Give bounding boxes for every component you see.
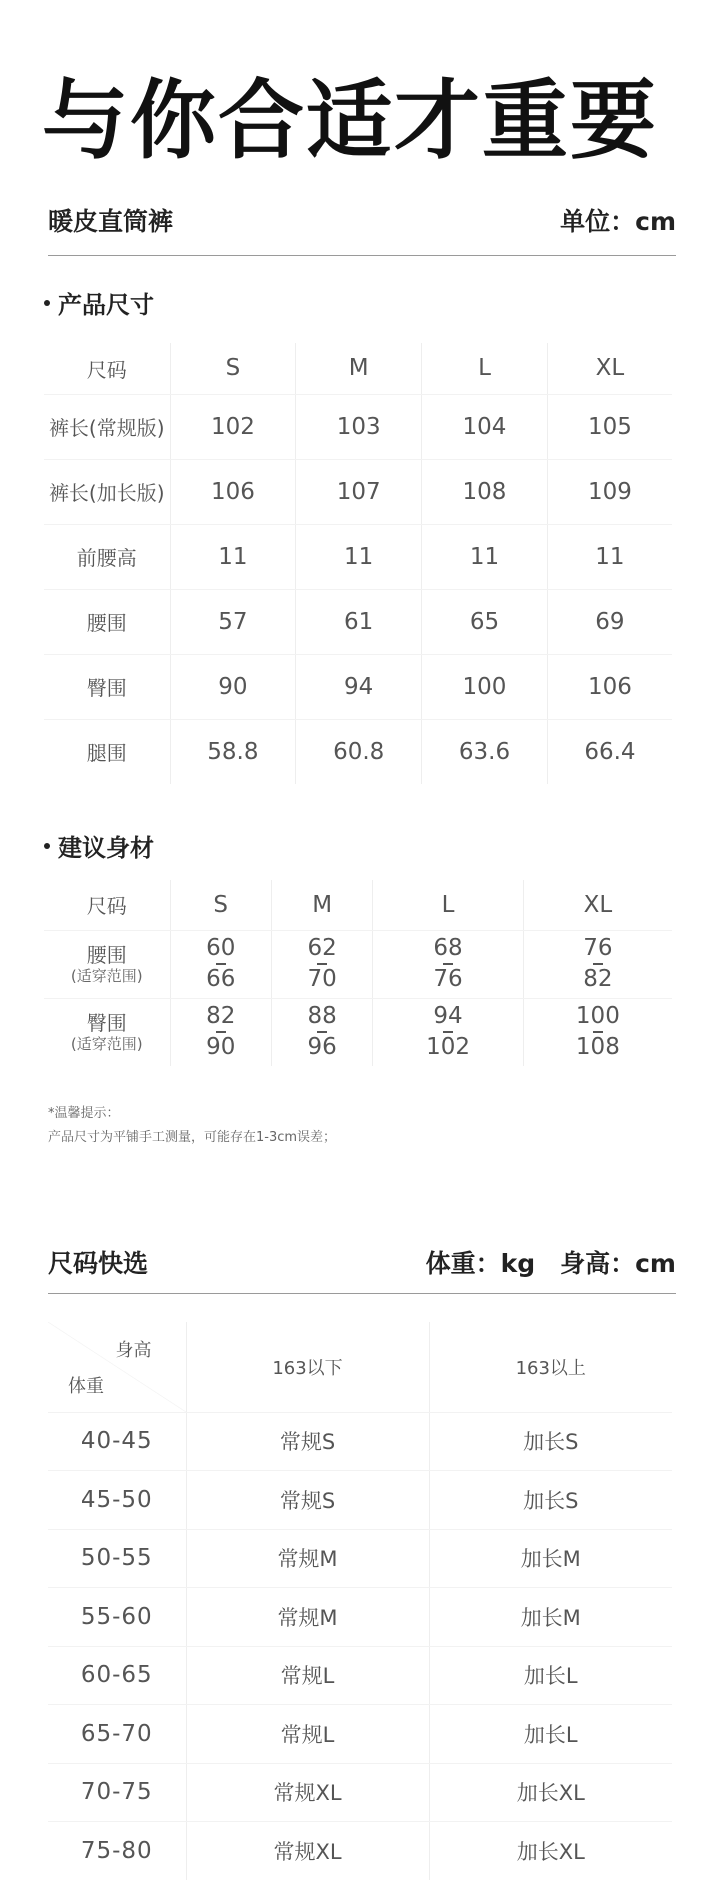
cell: 69: [547, 589, 672, 654]
range-from: 76: [583, 935, 613, 961]
note-line: 产品尺寸为平铺手工测量，可能存在1-3cm误差；: [48, 1130, 337, 1145]
header-cell: XL: [547, 343, 672, 394]
range-dash: [593, 1031, 603, 1033]
cell: 63.6: [422, 719, 548, 784]
table-header-row: [44, 880, 672, 930]
range-from: 100: [575, 1003, 620, 1030]
quick-select-table: [48, 1322, 672, 1880]
row-label: 腿围: [86, 741, 127, 766]
header-cell: M: [296, 343, 422, 394]
table-row: [44, 394, 672, 459]
section-title-text: 产品尺寸: [58, 291, 154, 319]
row-label: 前腰高: [44, 524, 170, 589]
bullet-icon: [44, 300, 50, 306]
bullet-icon: [44, 843, 50, 849]
weight-range: 40-45: [48, 1412, 186, 1471]
cell: 60.8: [296, 719, 422, 784]
range-to: 66: [206, 966, 236, 992]
cell: 11: [170, 524, 296, 589]
cell: 108: [422, 459, 548, 524]
cell: 100: [422, 654, 548, 719]
note-line: *温馨提示：: [48, 1106, 120, 1121]
weight-range: 45-50: [48, 1471, 186, 1530]
header-cell: L: [422, 343, 548, 394]
range-to: 96: [307, 1034, 337, 1061]
table-row: [48, 1471, 672, 1530]
table-row: [44, 654, 672, 719]
cell: 57: [170, 589, 296, 654]
cell: [170, 930, 271, 998]
range-dash: [443, 963, 453, 965]
header-cell: M: [271, 880, 372, 930]
height-axis-label: 身高: [115, 1340, 152, 1361]
quick-select-header: [48, 1244, 676, 1280]
row-label: 腰围: [44, 589, 170, 654]
cell: [170, 998, 271, 1066]
range-label-main: 腰围: [86, 943, 127, 967]
cell: 常规XL: [186, 1822, 429, 1881]
product-header: [48, 202, 676, 238]
range-from: 94: [433, 1003, 463, 1030]
table-row: [48, 1822, 672, 1881]
weight-range: 55-60: [48, 1588, 186, 1647]
weight-range: 50-55: [48, 1529, 186, 1588]
range-dash: [593, 963, 603, 965]
weight-axis-label: 体重: [68, 1375, 104, 1397]
header-cell: L: [373, 880, 523, 930]
corner-cell: [48, 1322, 186, 1412]
row-label: 臀围: [44, 654, 170, 719]
cell: 106: [547, 654, 672, 719]
cell: 加长L: [429, 1646, 672, 1705]
row-label: [44, 930, 170, 998]
range-dash: [317, 963, 327, 965]
range-to: 102: [426, 1034, 470, 1061]
range-from: 88: [307, 1003, 337, 1030]
unit-label: 单位：cm: [560, 207, 676, 236]
cell: [523, 930, 672, 998]
table-row: [44, 524, 672, 589]
cell: 加长XL: [429, 1763, 672, 1822]
cell: 常规M: [186, 1529, 429, 1588]
header-cell: 163以上: [429, 1322, 672, 1412]
range-dash: [216, 1031, 226, 1033]
weight-range: 60-65: [48, 1646, 186, 1705]
cell: 103: [296, 394, 422, 459]
page-title: 与你合适才重要: [42, 71, 658, 171]
table-row: [48, 1705, 672, 1764]
cell: 11: [296, 524, 422, 589]
cell: 加长M: [429, 1529, 672, 1588]
divider: [48, 255, 676, 256]
table-row: [44, 998, 672, 1066]
range-label-sub: (适穿范围): [70, 967, 143, 985]
range-dash: [443, 1031, 453, 1033]
range-dash: [216, 963, 226, 965]
cell: 65: [422, 589, 548, 654]
range-from: 68: [433, 935, 463, 961]
table-row: [44, 459, 672, 524]
table-row: [44, 719, 672, 784]
table-row: [48, 1646, 672, 1705]
cell: 104: [422, 394, 548, 459]
table-row: [48, 1763, 672, 1822]
table-header-row: [44, 343, 672, 394]
table-row: [48, 1588, 672, 1647]
cell: 常规L: [186, 1705, 429, 1764]
range-from: 62: [307, 935, 337, 961]
cell: 常规XL: [186, 1763, 429, 1822]
cell: 102: [170, 394, 296, 459]
weight-range: 70-75: [48, 1763, 186, 1822]
table-row: [44, 930, 672, 998]
range-from: 60: [206, 935, 236, 961]
suggested-body-table: [44, 880, 672, 1066]
section-title-suggested-body: [44, 828, 154, 863]
row-label: 裤长(加长版): [44, 459, 170, 524]
cell: 常规S: [186, 1471, 429, 1530]
range-to: 82: [583, 966, 613, 992]
range-from: 82: [206, 1003, 236, 1030]
table-row: [44, 589, 672, 654]
cell: 107: [296, 459, 422, 524]
range-to: 70: [307, 966, 337, 992]
cell: 105: [547, 394, 672, 459]
product-name: 暖皮直筒裤: [48, 207, 174, 236]
header-cell: 163以下: [186, 1322, 429, 1412]
row-label: [44, 998, 170, 1066]
quick-select-title: 尺码快选: [48, 1249, 149, 1278]
range-dash: [317, 1031, 327, 1033]
cell: [373, 930, 523, 998]
cell: 常规L: [186, 1646, 429, 1705]
header-cell: S: [170, 880, 271, 930]
cell: 11: [422, 524, 548, 589]
cell: 加长M: [429, 1588, 672, 1647]
section-title-text: 建议身材: [58, 834, 154, 862]
cell: 常规M: [186, 1588, 429, 1647]
header-cell: S: [170, 343, 296, 394]
cell: [523, 998, 672, 1066]
cell: 109: [547, 459, 672, 524]
header-cell: 尺码: [44, 880, 170, 930]
cell: [373, 998, 523, 1066]
range-label-sub: (适穿范围): [70, 1035, 143, 1054]
cell: 58.8: [170, 719, 296, 784]
range-to: 108: [575, 1034, 620, 1061]
cell: 106: [170, 459, 296, 524]
weight-range: 65-70: [48, 1705, 186, 1764]
cell: [271, 930, 372, 998]
table-row: [48, 1529, 672, 1588]
range-to: 76: [433, 966, 463, 992]
cell: 加长S: [429, 1471, 672, 1530]
section-title-product-size: [44, 285, 154, 320]
product-size-table: [44, 343, 672, 784]
row-label: 裤长(常规版): [44, 394, 170, 459]
header-cell: XL: [523, 880, 672, 930]
cell: 加长L: [429, 1705, 672, 1764]
cell: 90: [170, 654, 296, 719]
cell: 11: [547, 524, 672, 589]
table-row: [48, 1412, 672, 1471]
cell: 加长S: [429, 1412, 672, 1471]
cell: 加长XL: [429, 1822, 672, 1881]
weight-range: 75-80: [80, 1838, 153, 1864]
divider: [48, 1293, 676, 1294]
cell: [271, 998, 372, 1066]
cell: 61: [296, 589, 422, 654]
table-header-row: [48, 1322, 672, 1412]
range-label-main: 臀围: [86, 1011, 127, 1036]
range-to: 90: [206, 1034, 236, 1061]
quick-select-units: 体重：kg 身高：cm: [425, 1249, 676, 1278]
cell: 94: [296, 654, 422, 719]
cell: 66.4: [547, 719, 672, 784]
header-cell: 尺码: [44, 343, 170, 394]
notes: [48, 1102, 336, 1150]
cell: 常规S: [186, 1412, 429, 1471]
